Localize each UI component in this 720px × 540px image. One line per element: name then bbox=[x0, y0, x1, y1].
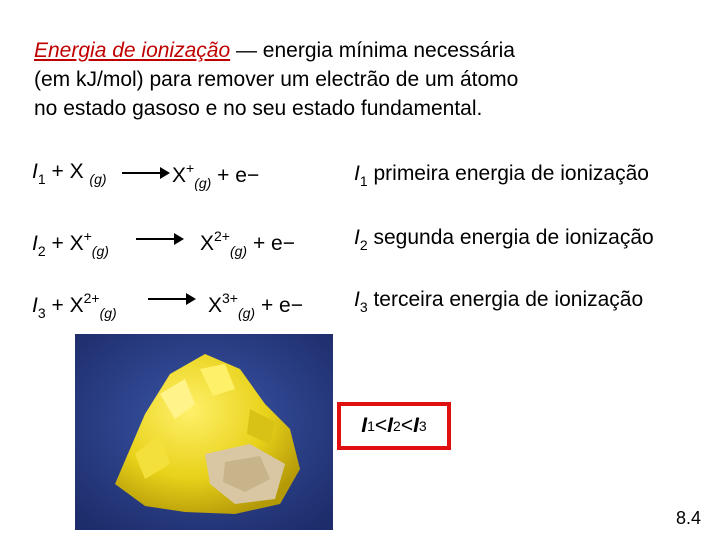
equation-2-reactants: $I_2 + X^+_{(g)}$ bbox=[32, 228, 109, 259]
equation-2-products: $X^{2+}_{(g)} + e-$ bbox=[200, 228, 295, 259]
equation-1-products: $X^+_{(g)} + e-$ bbox=[172, 160, 260, 191]
reaction-arrow-3 bbox=[148, 298, 194, 300]
equation-3-reactants: $I_3 + X^{2+}_{(g)}$ bbox=[32, 290, 117, 321]
ionization-energy-comparison: I 1 < I 2 < I 3 bbox=[337, 402, 451, 450]
equation-2-description: $I_2$ segunda energia de ionização bbox=[354, 226, 654, 253]
definition-line-2: (em kJ/mol) para remover um electrão de um átomo bbox=[34, 68, 519, 91]
reaction-arrow-2 bbox=[136, 238, 182, 240]
definition-text bbox=[34, 36, 684, 123]
slide-number: 8.4 bbox=[676, 508, 702, 528]
term-ionization-energy: Energia de ionização bbox=[34, 39, 231, 62]
definition-line-3: no estado gasoso e no seu estado fundamental. bbox=[34, 97, 483, 120]
sulfur-crystal-photo bbox=[75, 334, 333, 530]
equation-1-reactants: $I_1 + X$ $_{(g)}$ bbox=[32, 160, 107, 187]
crystal-illustration bbox=[75, 334, 333, 530]
definition-line-1: — energia mínima necessária bbox=[230, 39, 515, 62]
equation-3-products: $X^{3+}_{(g)} + e-$ bbox=[208, 290, 303, 321]
reaction-arrow-1 bbox=[122, 172, 168, 174]
equation-3-description: $I_3$ terceira energia de ionização bbox=[354, 288, 644, 315]
equation-1-description: $I_1$ primeira energia de ionização bbox=[354, 162, 649, 189]
